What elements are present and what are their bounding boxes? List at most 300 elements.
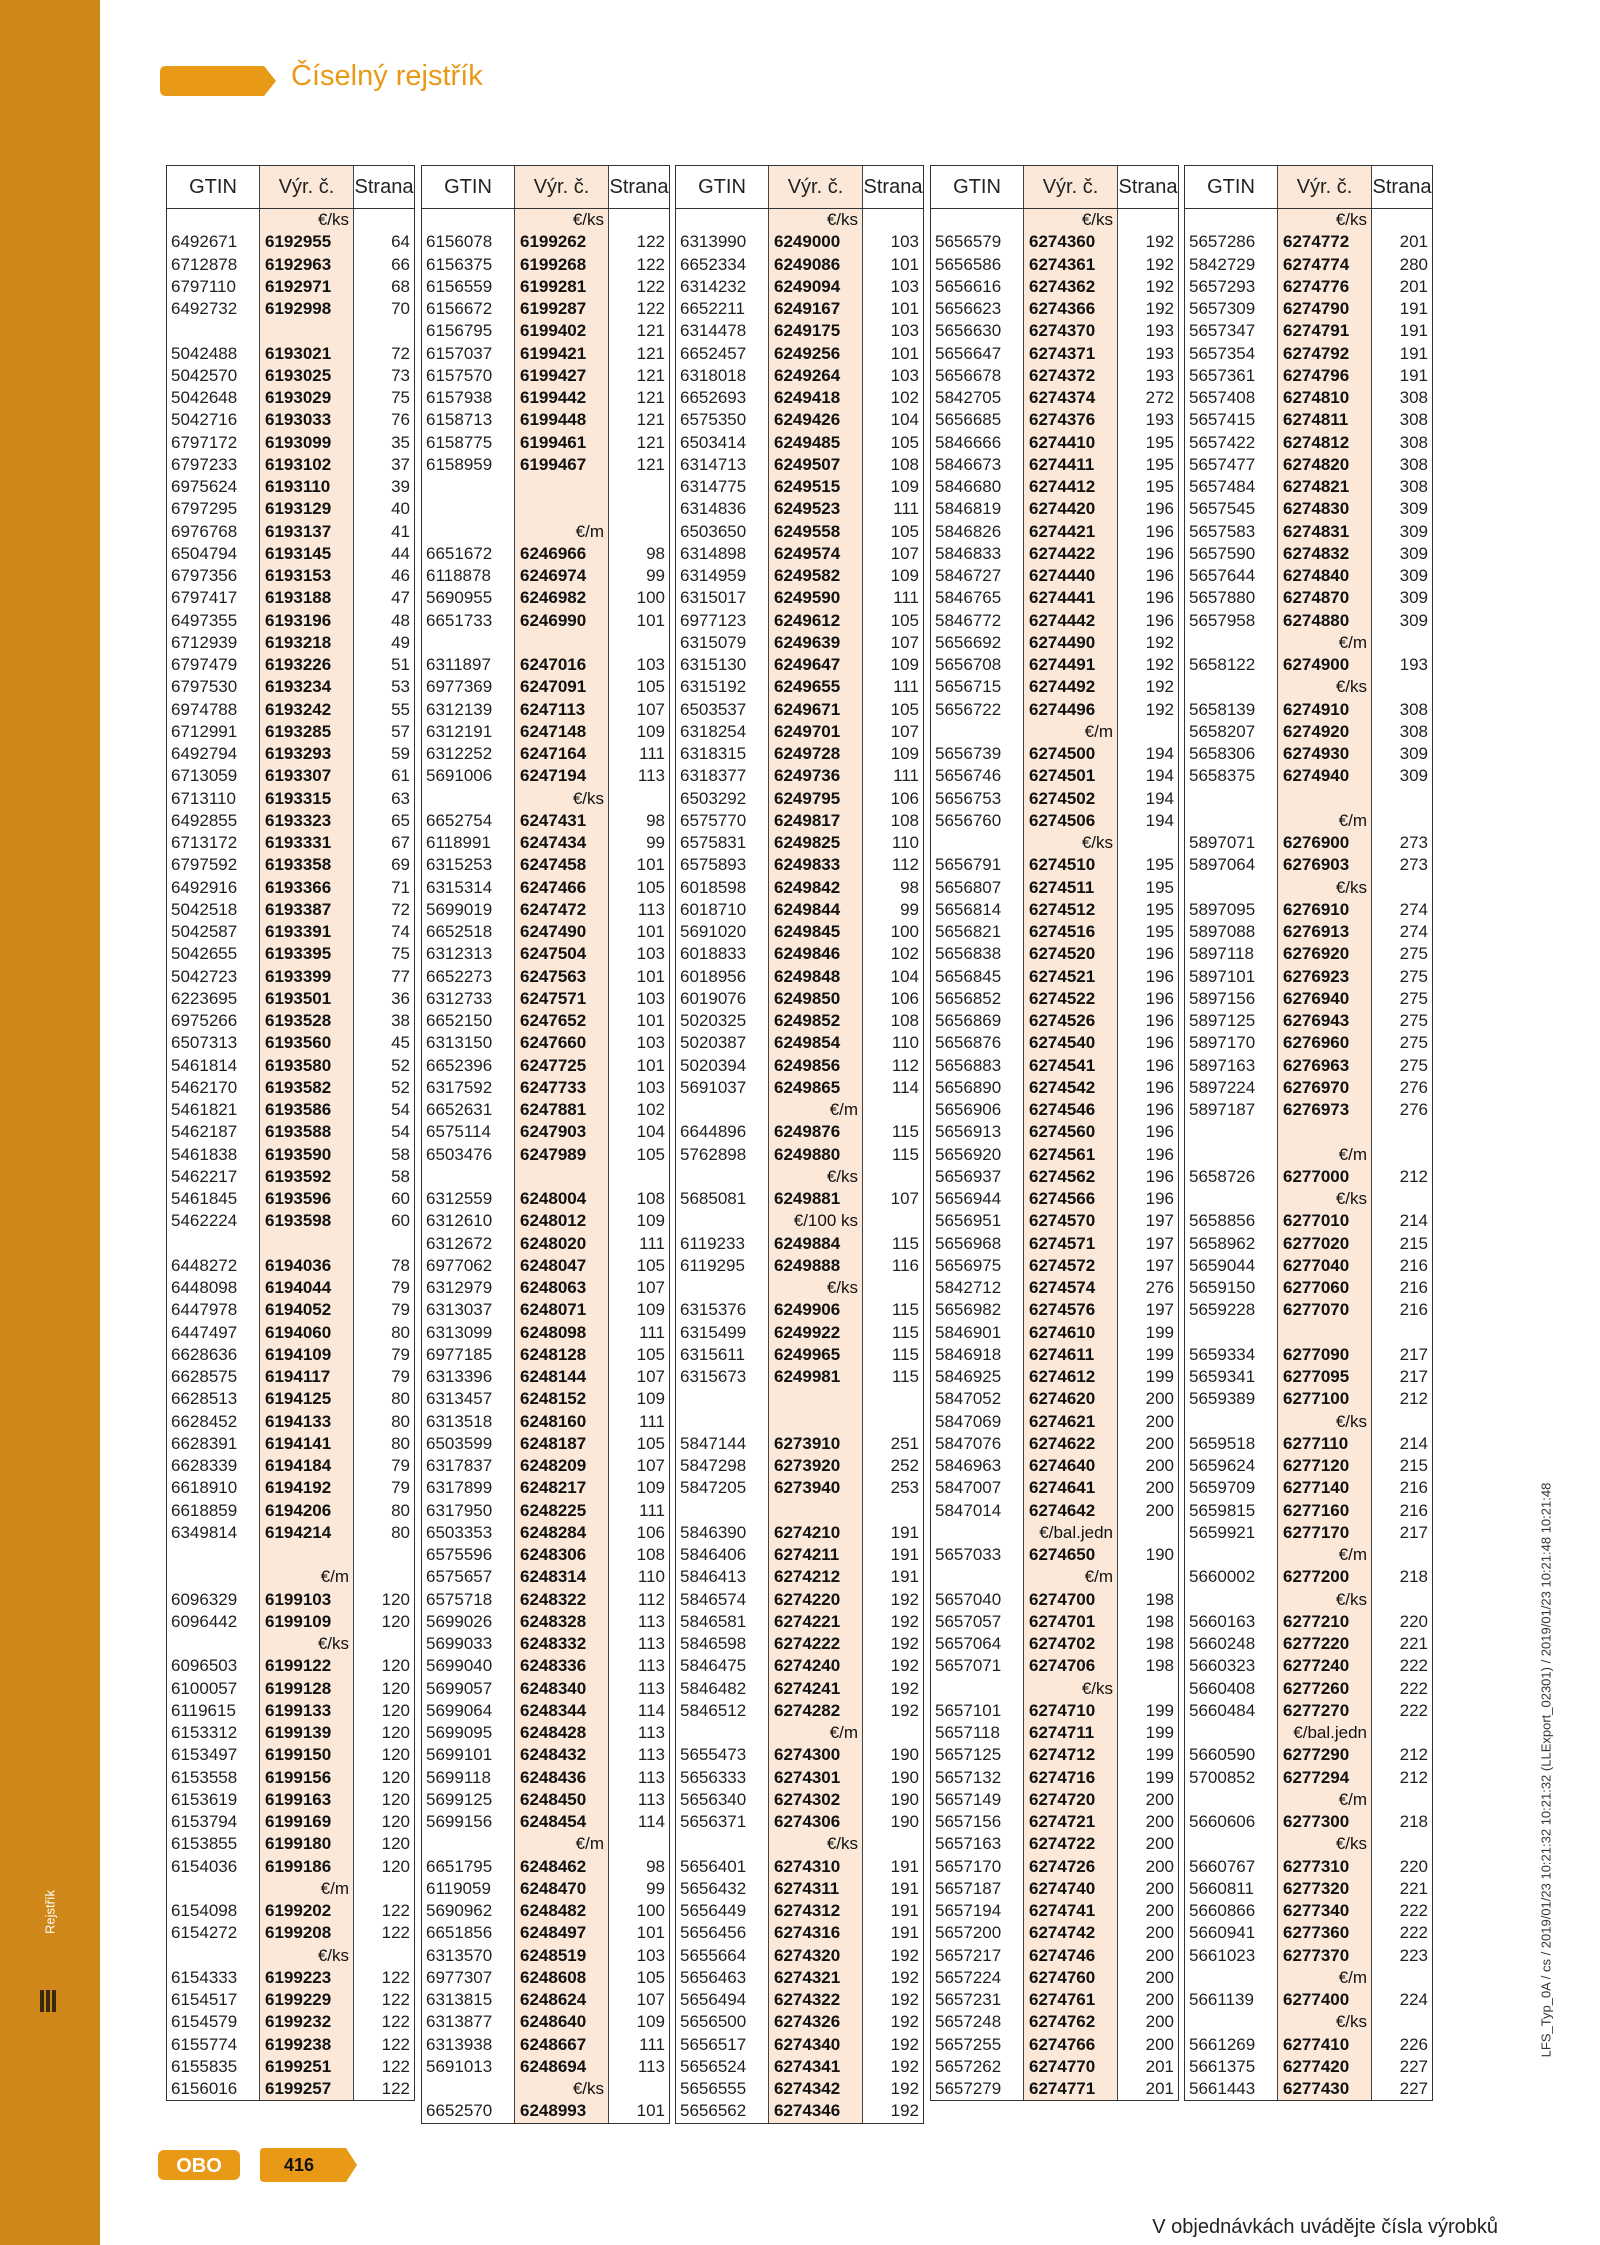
table-row [676,1967,923,1989]
table-row [676,765,923,787]
page-ref-cell: 120 [381,1834,410,1854]
gtin-cell: 5656906 [935,1100,1002,1120]
page-ref-cell: 198 [1145,1589,1174,1609]
page-ref-cell: 114 [637,1812,665,1832]
product-number-cell: 6248063 [515,1277,609,1299]
gtin-header: GTIN [676,166,769,209]
product-number-cell: 6193196 [260,610,354,632]
gtin-cell: 6154098 [171,1901,238,1921]
table-row [422,1277,669,1299]
page-ref-cell: 112 [637,1589,665,1609]
product-number-cell: 6247725 [515,1055,609,1077]
gtin-cell: 6652518 [426,922,493,942]
page-ref-cell: 199 [1145,1723,1174,1743]
page-title: Číselný rejstřík [291,60,483,92]
unit-row [931,1522,1178,1544]
page-ref-cell: 200 [1145,1389,1174,1409]
gtin-cell: 5656982 [935,1300,1002,1320]
page-ref-cell: 79 [391,1367,410,1387]
table-row [931,365,1178,387]
product-number-cell: 6276970 [1278,1077,1372,1099]
page-ref-cell: 197 [1145,1255,1174,1275]
product-number-cell: 6249086 [769,254,863,276]
product-number-cell: 6194044 [260,1277,354,1299]
gtin-cell: 6318018 [680,365,747,385]
product-number-cell: 6274542 [1024,1077,1118,1099]
page-ref-cell: 80 [391,1411,410,1431]
page-ref-cell [1372,1833,1433,1855]
table-row [422,231,669,253]
table-row [931,1655,1178,1677]
table-row [422,1500,669,1522]
page-ref-cell: 195 [1145,454,1174,474]
table-row [676,1544,923,1566]
table-row [167,1655,414,1677]
gtin-cell: 6153794 [171,1812,238,1832]
table-row [422,454,669,476]
table-row [1185,298,1432,320]
page-ref-cell: 45 [391,1033,410,1053]
page-ref-cell: 113 [637,899,665,919]
table-row [167,765,414,787]
table-row [422,2011,669,2033]
gtin-cell: 6575114 [426,1122,491,1142]
gtin-cell: 5656494 [680,1990,747,2010]
gtin-cell: 5462187 [171,1122,238,1142]
product-number-cell: 6193029 [260,387,354,409]
product-number-cell [769,1411,863,1433]
gtin-cell: 6652211 [680,299,745,319]
page-ref-cell: 192 [890,1656,919,1676]
table-row [1185,1366,1432,1388]
page-ref-cell: 64 [391,232,410,252]
table-row [676,743,923,765]
product-number-cell: 6249000 [769,231,863,253]
page-ref-cell: 121 [636,410,665,430]
page-ref-cell: 115 [891,1300,919,1320]
product-number-cell: 6199268 [515,254,609,276]
unit-label: €/m [260,1878,354,1900]
product-number-header: Výr. č. [769,166,863,209]
table-row [931,1121,1178,1143]
gtin-cell [1185,1589,1278,1611]
page-ref-cell: 75 [391,944,410,964]
page-ref-cell: 122 [381,2012,410,2032]
page-number: 416 [284,2155,315,2175]
page-ref-cell: 195 [1145,855,1174,875]
table-row [676,254,923,276]
unit-row [167,1566,414,1588]
gtin-cell: 6712878 [171,254,238,274]
gtin-cell: 6313815 [426,1990,493,2010]
product-number-cell: 6193137 [260,521,354,543]
product-number-cell: 6274720 [1024,1789,1118,1811]
page-ref-cell: 212 [1399,1389,1428,1409]
page-ref-cell: 101 [890,254,919,274]
unit-label: €/bal.jedn [1278,1722,1372,1744]
page-ref-cell: 120 [381,1611,410,1631]
gtin-cell [1185,1833,1278,1855]
page-ref-cell: 280 [1399,254,1428,274]
product-number-cell: 6249884 [769,1233,863,1255]
product-number-cell: 6193592 [260,1166,354,1188]
page-ref-cell: 101 [890,343,919,363]
table-row [422,1344,669,1366]
table-row [931,1789,1178,1811]
product-number-cell: 6274496 [1024,699,1118,721]
gtin-cell: 6119233 [680,1233,745,1253]
gtin-cell: 5657187 [935,1878,1002,1898]
product-number-cell: 6274722 [1024,1833,1118,1855]
gtin-cell: 5846727 [935,566,1002,586]
page-ref-cell: 220 [1399,1611,1428,1631]
product-number-cell: 6193129 [260,498,354,520]
product-number-cell: 6248450 [515,1789,609,1811]
gtin-cell: 6652570 [426,2101,493,2121]
table-row [931,565,1178,587]
table-row [1185,2078,1432,2100]
table-row [422,1121,669,1143]
product-number-cell: 6277420 [1278,2056,1372,2078]
table-row [167,654,414,676]
table-row [1185,1344,1432,1366]
product-number-cell [260,1544,354,1566]
print-metadata: LFS_Typ_0A / cs / 2019/01/23 10:21:32 10:21:32 (LLExport_02301) / 2019/01/23 10:21:48 10:21:48 [1538,1482,1554,2058]
table-row [676,877,923,899]
product-number-cell: 6274516 [1024,921,1118,943]
gtin-cell: 6311897 [426,655,491,675]
gtin-cell: 5846598 [680,1634,747,1654]
gtin-cell [1185,1789,1278,1811]
table-row [931,1945,1178,1967]
product-number-cell: 6277070 [1278,1299,1372,1321]
page-ref-cell: 191 [890,1878,919,1898]
page-ref-cell: 276 [1399,1077,1428,1097]
unit-row [422,209,669,232]
page-ref-cell: 103 [636,655,665,675]
gtin-cell: 6314478 [680,321,747,341]
gtin-cell: 5656791 [935,855,1002,875]
product-number-cell: 6277160 [1278,1500,1372,1522]
product-number-cell: 6193598 [260,1210,354,1232]
page-ref-cell: 114 [637,1700,665,1720]
gtin-cell: 6315499 [680,1322,747,1342]
product-number-cell: 6274702 [1024,1633,1118,1655]
gtin-cell: 6158959 [426,454,493,474]
product-number-cell: 6248332 [515,1633,609,1655]
table-row [676,654,923,676]
gtin-cell: 5655473 [680,1745,747,1765]
spacer-row [676,1388,923,1410]
product-number-cell: 6277210 [1278,1611,1372,1633]
product-number-cell: 6249728 [769,743,863,765]
gtin-cell: 5658962 [1189,1233,1256,1253]
page-ref-cell: 109 [890,566,919,586]
table-row [931,276,1178,298]
table-row [1185,654,1432,676]
product-number-cell: 6199461 [515,432,609,454]
table-row [931,1833,1178,1855]
product-number-cell: 6274362 [1024,276,1118,298]
page-ref-cell: 200 [1145,1500,1174,1520]
gtin-cell: 5656678 [935,365,1002,385]
product-number-cell: 6274301 [769,1767,863,1789]
page-ref-cell [1372,788,1433,810]
unit-label: €/ks [515,2078,609,2100]
page-ref-cell: 120 [381,1678,410,1698]
product-number-cell: 6277220 [1278,1633,1372,1655]
table-row [422,1678,669,1700]
page-ref-cell: 111 [639,1500,665,1520]
gtin-cell: 5656562 [680,2101,747,2121]
product-number-cell: 6249854 [769,1032,863,1054]
gtin-cell [1185,2011,1278,2033]
unit-label: €/ks [1278,676,1372,698]
table-row [676,343,923,365]
product-number-cell: 6277400 [1278,1989,1372,2011]
table-row [1185,1255,1432,1277]
page-ref-cell: 102 [890,944,919,964]
table-row [931,1811,1178,1833]
gtin-cell: 5657231 [935,1990,1002,2010]
page-ref-cell: 120 [381,1812,410,1832]
unit-label: €/ks [1278,1411,1372,1433]
page-ref-cell: 191 [1399,299,1428,319]
table-row [167,2056,414,2078]
product-number-header: Výr. č. [1024,166,1118,209]
gtin-cell: 6096442 [171,1611,238,1631]
product-number-cell: 6274572 [1024,1255,1118,1277]
gtin-cell: 6503353 [426,1522,493,1542]
table-row [167,1967,414,1989]
gtin-cell: 5699019 [426,899,493,919]
gtin-cell: 5699026 [426,1611,493,1631]
product-number-cell: 6274831 [1278,521,1372,543]
table-row [676,832,923,854]
page-ref-cell: 191 [890,1901,919,1921]
gtin-cell: 6315253 [426,855,493,875]
product-number-cell: 6249795 [769,788,863,810]
table-row [167,1455,414,1477]
table-row [931,1411,1178,1433]
gtin-cell: 5657224 [935,1967,1002,1987]
gtin-cell: 5660484 [1189,1700,1256,1720]
index-table [676,166,923,2123]
gtin-cell [676,1411,769,1433]
page-ref-cell: 222 [1399,1901,1428,1921]
product-number-cell: 6249256 [769,343,863,365]
page-ref-cell: 110 [891,1033,919,1053]
table-row [931,921,1178,943]
gtin-cell: 5656852 [935,988,1002,1008]
page-ref-cell: 105 [636,1967,665,1987]
page-ref-cell [863,1099,924,1121]
table-row [422,1633,669,1655]
page-ref-cell: 71 [391,877,410,897]
page-ref-cell: 308 [1399,410,1428,430]
index-column-4 [930,165,1179,2101]
page-ref-cell [1372,1967,1433,1989]
gtin-cell: 5657309 [1189,299,1256,319]
gtin-cell: 5659709 [1189,1478,1256,1498]
table-row [1185,2056,1432,2078]
spacer-row [167,320,414,342]
product-number-cell: 6192998 [260,298,354,320]
product-number-cell: 6248306 [515,1544,609,1566]
page-ref-cell: 107 [890,1189,919,1209]
product-number-cell: 6274761 [1024,1989,1118,2011]
table-row [1185,1945,1432,1967]
product-number-cell: 6249264 [769,365,863,387]
table-row [931,320,1178,342]
page-ref-cell: 77 [391,966,410,986]
product-number-cell: 6193226 [260,654,354,676]
page-ref-cell: 308 [1399,432,1428,452]
gtin-cell: 6503476 [426,1144,493,1164]
product-number-cell: 6248020 [515,1233,609,1255]
page-ref-cell: 52 [391,1055,410,1075]
gtin-cell: 6314959 [680,566,747,586]
gtin-cell: 5656951 [935,1211,1002,1231]
product-number-cell: 6249523 [769,498,863,520]
product-number-cell: 6247431 [515,810,609,832]
table-row [676,699,923,721]
product-number-cell: 6248004 [515,1188,609,1210]
table-row [676,365,923,387]
gtin-cell: 5846512 [680,1700,747,1720]
table-row [1185,1166,1432,1188]
page-ref-cell: 108 [636,1545,665,1565]
page-ref-cell: 200 [1145,1834,1174,1854]
table-row [422,1255,669,1277]
product-number-cell: 6277000 [1278,1166,1372,1188]
page-ref-cell: 79 [391,1456,410,1476]
gtin-cell: 6447978 [171,1300,238,1320]
gtin-cell: 5897125 [1189,1011,1256,1031]
product-number-cell: 6277310 [1278,1856,1372,1878]
gtin-cell: 5657422 [1189,432,1256,452]
page-header: Strana [609,166,670,209]
page-ref-cell: 275 [1399,944,1428,964]
product-number-cell: 6249876 [769,1121,863,1143]
gtin-cell: 6977307 [426,1967,493,1987]
gtin-cell: 6019076 [680,988,747,1008]
table-row [676,1522,923,1544]
page-ref-cell: 72 [391,899,410,919]
table-row [931,1500,1178,1522]
gtin-cell: 5656517 [680,2034,747,2054]
table-row [676,1744,923,1766]
page-ref-cell: 199 [1145,1700,1174,1720]
product-number-cell: 6274741 [1024,1900,1118,1922]
index-column-1 [166,165,415,2101]
index-column-3 [675,165,924,2124]
gtin-cell: 5846574 [680,1589,747,1609]
gtin-cell: 5656821 [935,922,1002,942]
index-table [931,166,1178,2100]
page-ref-cell: 47 [391,588,410,608]
page-ref-cell: 198 [1145,1634,1174,1654]
page-ref-cell: 191 [890,1545,919,1565]
table-row [167,676,414,698]
gtin-cell: 5656401 [680,1856,747,1876]
table-row [422,1722,669,1744]
gtin-cell [1185,676,1278,698]
gtin-cell: 5691037 [680,1077,747,1097]
product-number-cell: 6249825 [769,832,863,854]
unit-row [1185,810,1432,832]
page-ref-cell: 105 [890,699,919,719]
gtin-cell: 5656876 [935,1033,1002,1053]
page-ref-cell: 120 [381,1589,410,1609]
footer-note: V objednávkách uvádějte čísla výrobků [1152,2216,1498,2238]
page-ref-cell [1118,721,1179,743]
table-row [422,1455,669,1477]
gtin-cell: 5660767 [1189,1856,1256,1876]
table-row [422,587,669,609]
product-number-cell: 6194125 [260,1388,354,1410]
table-row [676,2011,923,2033]
page-ref-cell: 193 [1145,343,1174,363]
page-ref-cell [1372,1544,1433,1566]
product-number-cell: 6274321 [769,1967,863,1989]
table-row [167,432,414,454]
gtin-cell: 5656760 [935,810,1002,830]
product-number-cell: 6199427 [515,365,609,387]
table-row [167,1700,414,1722]
page-ref-cell: 65 [391,810,410,830]
page-ref-cell [609,1166,670,1188]
gtin-cell: 6712991 [171,721,238,741]
page-ref-cell: 309 [1399,588,1428,608]
page-ref-cell: 109 [890,655,919,675]
page-ref-cell [863,1500,924,1522]
product-number-cell: 6247164 [515,743,609,765]
product-number-cell: 6199103 [260,1589,354,1611]
gtin-cell: 5661139 [1189,1990,1254,2010]
page-ref-cell: 63 [391,788,410,808]
table-row [1185,988,1432,1010]
page-ref-cell [609,209,670,232]
table-row [676,1366,923,1388]
page-ref-cell: 194 [1145,744,1174,764]
page-ref-cell: 112 [891,855,919,875]
page-ref-cell: 113 [637,1678,665,1698]
gtin-cell [1185,810,1278,832]
product-number-cell: 6274421 [1024,521,1118,543]
page-ref-cell: 80 [391,1433,410,1453]
product-number-cell: 6247881 [515,1099,609,1121]
table-row [676,2034,923,2056]
product-number-cell: 6274562 [1024,1166,1118,1188]
product-number-cell: 6248436 [515,1767,609,1789]
page-ref-cell: 54 [391,1122,410,1142]
gtin-cell: 5656340 [680,1789,747,1809]
page-ref-cell: 193 [1145,410,1174,430]
gtin-cell: 5846772 [935,610,1002,630]
product-number-cell: 6274441 [1024,587,1118,609]
product-number-cell: 6194109 [260,1344,354,1366]
unit-label: €/ks [769,1277,863,1299]
table-row [167,1077,414,1099]
spacer-row [422,476,669,498]
product-number-cell: 6248098 [515,1322,609,1344]
page-ref-cell [1372,209,1433,232]
page-ref-cell: 103 [890,276,919,296]
gtin-cell [422,209,515,232]
page-ref-cell: 194 [1145,788,1174,808]
table-row [931,409,1178,431]
